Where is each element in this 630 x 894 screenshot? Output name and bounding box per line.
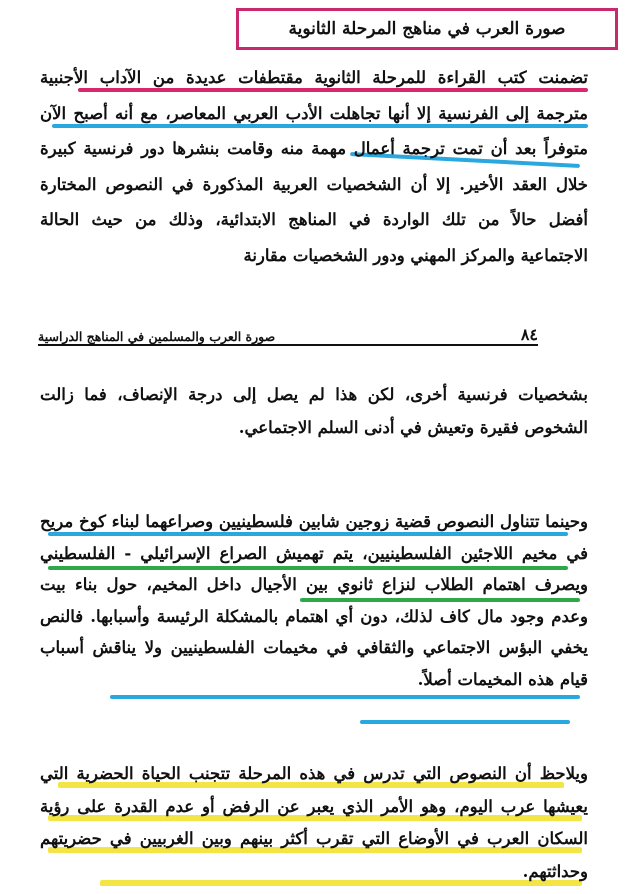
- book-title: صورة العرب والمسلمين في المناهج الدراسية: [38, 329, 276, 344]
- paragraph: تضمنت كتب القراءة للمرحلة الثانوية مقتطفات عديدة من الآداب الأجنبية مترجمة إلى الفرنسية إلا أنها تجاهلت الأدب العربي المعاصر، مع أنه أصبح الآن متوفراً بعد أن تمت ترجمة أعمال مهمة منه وقامت بنشرها دور فرنسية كبيرة خلال العقد الأخير. إلا أن الشخصيات العربية المذكورة في النصوص المختارة أفضل حالاً من تلك الواردة في المناهج الابتدائية، وذلك من حيث الحالة الاجتماعية والمركز المهني ودور الشخصيات مقارنة: [40, 68, 588, 265]
- page-number: ٨٤: [520, 325, 538, 344]
- paragraph: وحينما تتناول النصوص قضية زوجين شابين فلسطينيين وصراعهما لبناء كوخ مريح في مخيم اللاجئين الفلسطينيين، يتم تهميش الصراع الإسرائيلي - الفلسطيني ويصرف اهتمام الطلاب لنزاع ثانوي بين الأجيال داخل المخيم، حول بناء بيت وعدم وجود مال كاف لذلك، دون أي اهتمام بالمشكلة الرئيسة وأسبابها. فالنص يخفي البؤس الاجتماعي والثقافي في مخيمات الفلسطينيين ولا يناقش أسباب قيام هذه المخيمات أصلاً.: [40, 512, 588, 689]
- blue-underline: [360, 720, 570, 724]
- running-header: [38, 322, 538, 346]
- paragraph: ويلاحظ أن النصوص التي تدرس في هذه المرحلة تتجنب الحياة الحضرية التي يعيشها عرب اليوم، وهو الأمر الذي يعبر عن الرفض أو عدم القدرة على رؤية السكان العرب في الأوضاع التي تقرب أكثر بينهم وبين الغربيين في حضريتهم وحداثتهم.: [40, 764, 588, 881]
- section-title: صورة العرب في مناهج المرحلة الثانوية: [236, 8, 618, 50]
- paragraph: بشخصيات فرنسية أخرى، لكن هذا لم يصل إلى درجة الإنصاف، فما زالت الشخوص فقيرة وتعيش في أدنى السلم الاجتماعي.: [40, 385, 588, 437]
- blue-underline: [110, 695, 580, 699]
